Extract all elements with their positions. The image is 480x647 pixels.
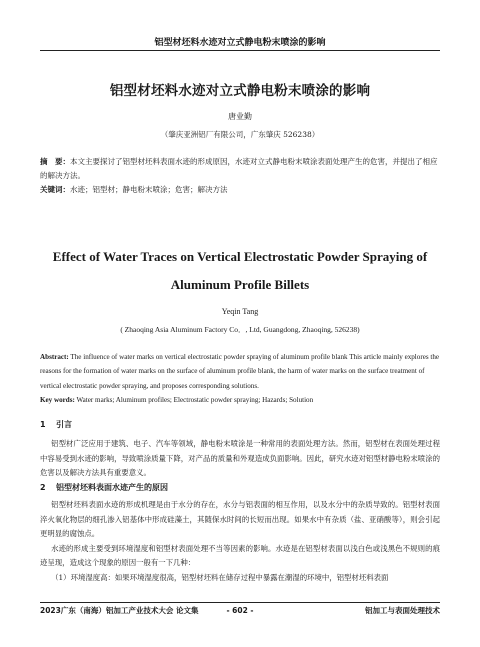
- paragraph: 铝型材坯料表面水迹的形成机理是由于水分的存在，水分与铝表面的相互作用，以及水分中的杂质导致的。铝型材表面淬火氧化物层的细孔渗入铝基体中形成硅藻土，其随保水时间的长短而出现。如果水中有杂质（盐、亚硝酸等），则会引起更明显的腐蚀点。: [40, 500, 440, 538]
- section-2-number: 2: [40, 483, 46, 492]
- section-1-heading: [40, 419, 72, 430]
- section-1-number: 1: [40, 420, 46, 429]
- chinese-title: 铝型材坯料水迹对立式静电粉末喷涂的影响: [109, 83, 371, 99]
- section-2-title: 铝型材坯料表面水迹产生的原因: [56, 483, 168, 492]
- page-footer: [40, 602, 440, 617]
- chinese-abstract-label: 摘 要：: [40, 157, 70, 166]
- chinese-keywords-label: 关键词：: [40, 185, 70, 194]
- page-number: - 602 -: [226, 606, 254, 615]
- section-1-body: [40, 437, 440, 481]
- chinese-author: 唐业勤: [228, 112, 252, 121]
- chinese-abstract: [40, 155, 440, 182]
- chinese-keywords: [40, 183, 440, 196]
- english-affiliation: ( Zhaoqing Asia Aluminum Factory Co．, Ltd, Guangdong, Zhaoqing, 526238): [120, 325, 360, 334]
- english-keywords-text: Water marks; Aluminum profiles; Electrostatic powder spraying; Hazards; Solution: [76, 396, 314, 404]
- section-2-heading: [40, 482, 168, 493]
- paragraph: 水迹的形成主要受到环境湿度和铝型材表面处理不当等因素的影响。水迹是在铝型材表面以浅白色或浅黑色不规则的痕迹呈现，造成这个现象的原因一般有一下几种：: [40, 543, 440, 567]
- english-keywords: [40, 393, 440, 407]
- section-1-title: 引言: [56, 420, 72, 429]
- section-2-body: [40, 498, 440, 585]
- paragraph: （1）环境湿度高：如果环境湿度很高，铝型材坯料在储存过程中暴露在潮湿的环境中，铝型材坯料表面: [51, 572, 389, 582]
- footer-journal-section: 铝加工与表面处理技术: [365, 606, 440, 615]
- english-abstract-text: The influence of water marks on vertical electrostatic powder spraying of aluminum profile blank This article mainly explores the reasons for the formation of water marks on the surface of aluminum profile blank, the harm of water marks on the surface treatment of vertical electrostatic powder spraying, and proposes corresponding solutions.: [40, 353, 440, 390]
- footer-proceedings: 2023广东（南海）铝加工产业技术大会 论文集: [40, 606, 199, 615]
- running-head: 铝型材坯料水迹对立式静电粉末喷涂的影响: [40, 36, 440, 51]
- english-keywords-label: Key words:: [40, 396, 75, 404]
- english-abstract-label: Abstract:: [40, 353, 69, 361]
- chinese-keywords-text: 水迹；铝型材；静电粉末喷涂；危害；解决方法: [70, 185, 228, 194]
- english-abstract: [40, 350, 440, 393]
- english-author: Yeqin Tang: [221, 307, 259, 316]
- paragraph: 铝型材广泛应用于建筑、电子、汽车等领域，静电粉末喷涂是一种常用的表面处理方法。然而，铝型材在表面处理过程中容易受到水迹的影响，导致喷涂质量下降，对产品的质量和外观造成负面影响。因此，研究水迹对铝型材静电粉末喷涂的危害以及解决方法具有重要意义。: [40, 439, 440, 477]
- chinese-abstract-text: 本文主要探讨了铝型材坯料表面水迹的形成原因，水迹对立式静电粉末喷涂表面处理产生的危害，并提出了相应的解决方法。: [40, 157, 438, 180]
- chinese-affiliation: （肇庆亚洲铝厂有限公司，广东肇庆 526238）: [160, 130, 320, 139]
- english-title: Effect of Water Traces on Vertical Electrostatic Powder Spraying of Aluminum Profile Billets: [52, 249, 428, 292]
